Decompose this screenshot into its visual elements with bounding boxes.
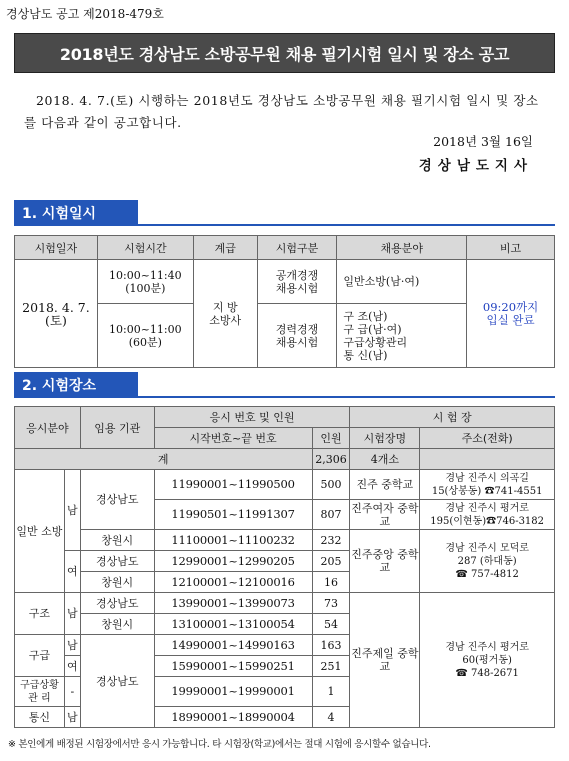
field-open: 일반소방(남·여) [337,260,467,304]
schedule-table [14,235,555,368]
rank-cell: 지 방 소방사 [193,260,257,368]
total-label: 계 [15,449,313,470]
col-header-exam-type: 시험구분 [257,236,337,260]
count-cell: 16 [312,572,350,593]
count-cell: 73 [312,593,350,614]
address-cell: 경남 진주시 모덕로 287 (하대동) ☎ 757-4812 [420,530,555,593]
count-cell: 54 [312,614,350,635]
place-cell: 진주제일 중학교 [350,593,420,728]
agency-cell: 경상남도 [80,635,154,728]
field-career: 구 조(남) 구 급(남·여) 구급상황관리 통 신(남) [337,304,467,368]
range-cell: 12100001~12100016 [154,572,312,593]
count-cell: 232 [312,530,350,551]
intro-paragraph: 2018. 4. 7.(토) 시행하는 2018년도 경상남도 소방공무원 채용 필기시험 일시 및 장소를 다음과 같이 공고합니다. [24,93,539,130]
table-row [15,470,555,500]
exam-type-career: 경력경쟁 채용시험 [257,304,337,368]
field-ems: 구급 [15,635,65,677]
agency-cell: 경상남도 [80,551,154,572]
count-cell: 4 [312,707,350,728]
agency-cell: 창원시 [80,572,154,593]
address-cell: 경남 진주시 평거로 195(이현동)☎746-3182 [420,500,555,530]
range-cell: 19990001~19990001 [154,677,312,707]
exam-time-career: 10:00~11:00 (60분) [97,304,193,368]
agency-cell: 창원시 [80,530,154,551]
remark-cell: 09:20까지 입실 완료 [467,260,555,368]
field-ems-mgmt: 구급상황 관 리 [15,677,65,707]
section-divider [14,396,555,398]
address-cell: 경남 진주시 의곡길 15(상봉동) ☎741-4551 [420,470,555,500]
col-header-rank: 계급 [193,236,257,260]
field-rescue: 구조 [15,593,65,635]
table-row [15,530,555,551]
range-cell: 14990001~14990163 [154,635,312,656]
place-cell: 진주여자 중학교 [351,501,419,528]
address-cell: 경남 진주시 평거로 60(평거동) ☎ 748-2671 [420,593,555,728]
gender-male: 남 [64,707,80,728]
range-cell: 12990001~12990205 [154,551,312,572]
range-cell: 11100001~11100232 [154,530,312,551]
gender-male: 남 [64,635,80,656]
table-row [15,593,555,614]
col-header-place-group: 시 험 장 [350,407,555,428]
range-cell: 13100001~13100054 [154,614,312,635]
gender-female: 여 [64,656,80,677]
col-header-remark: 비고 [467,236,555,260]
gender-male: 남 [64,593,80,635]
col-header-agency: 임용 기관 [80,407,154,449]
count-cell: 251 [312,656,350,677]
count-cell: 807 [312,500,350,530]
issuer-name: 경상남도지사 [418,158,533,174]
total-row [15,449,555,470]
exam-time-open: 10:00~11:40 (100분) [97,260,193,304]
col-header-address: 주소(전화) [420,428,555,449]
col-header-count: 인원 [312,428,350,449]
field-comm: 통신 [15,707,65,728]
venue-table [14,406,555,728]
gender-none: - [64,677,80,707]
exam-type-open: 공개경쟁 채용시험 [257,260,337,304]
col-header-exam-time: 시험시간 [97,236,193,260]
gender-male: 남 [64,470,80,551]
col-header-range: 시작번호~끝 번호 [154,428,312,449]
page-title: 2018년도 경상남도 소방공무원 채용 필기시험 일시 및 장소 공고 [14,33,555,73]
count-cell: 163 [312,635,350,656]
section-divider [14,224,555,226]
field-general: 일반 소방 [15,470,65,593]
count-cell: 1 [312,677,350,707]
agency-cell: 경상남도 [80,593,154,614]
gender-female: 여 [64,551,80,593]
col-header-field: 채용분야 [337,236,467,260]
notice-number: 경상남도 공고 제2018-479호 [6,7,164,21]
section-heading-venue: 2. 시험장소 [14,372,138,397]
place-cell: 진주중앙 중학교 [350,530,420,593]
total-count: 2,306 [312,449,350,470]
range-cell: 13990001~13990073 [154,593,312,614]
col-header-place: 시험장명 [350,428,420,449]
range-cell: 15990001~15990251 [154,656,312,677]
count-cell: 205 [312,551,350,572]
col-header-exam-date: 시험일자 [15,236,98,260]
place-cell: 진주 중학교 [350,470,420,500]
col-header-number-group: 응시 번호 및 인원 [154,407,350,428]
range-cell: 11990001~11990500 [154,470,312,500]
agency-cell: 경상남도 [80,470,154,530]
col-header-field: 응시분야 [15,407,81,449]
total-places: 4개소 [350,449,420,470]
section-heading-schedule: 1. 시험일시 [14,200,138,225]
range-cell: 18990001~18990004 [154,707,312,728]
agency-cell: 창원시 [80,614,154,635]
footnote: ※ 본인에게 배정된 시험장에서만 응시 가능합니다. 타 시험장(학교)에서는 절대 시험에 응시할수 없습니다. [8,739,431,750]
range-cell: 11990501~11991307 [154,500,312,530]
notice-date: 2018년 3월 16일 [433,134,533,149]
exam-date-cell: 2018. 4. 7. (토) [15,260,98,368]
count-cell: 500 [312,470,350,500]
